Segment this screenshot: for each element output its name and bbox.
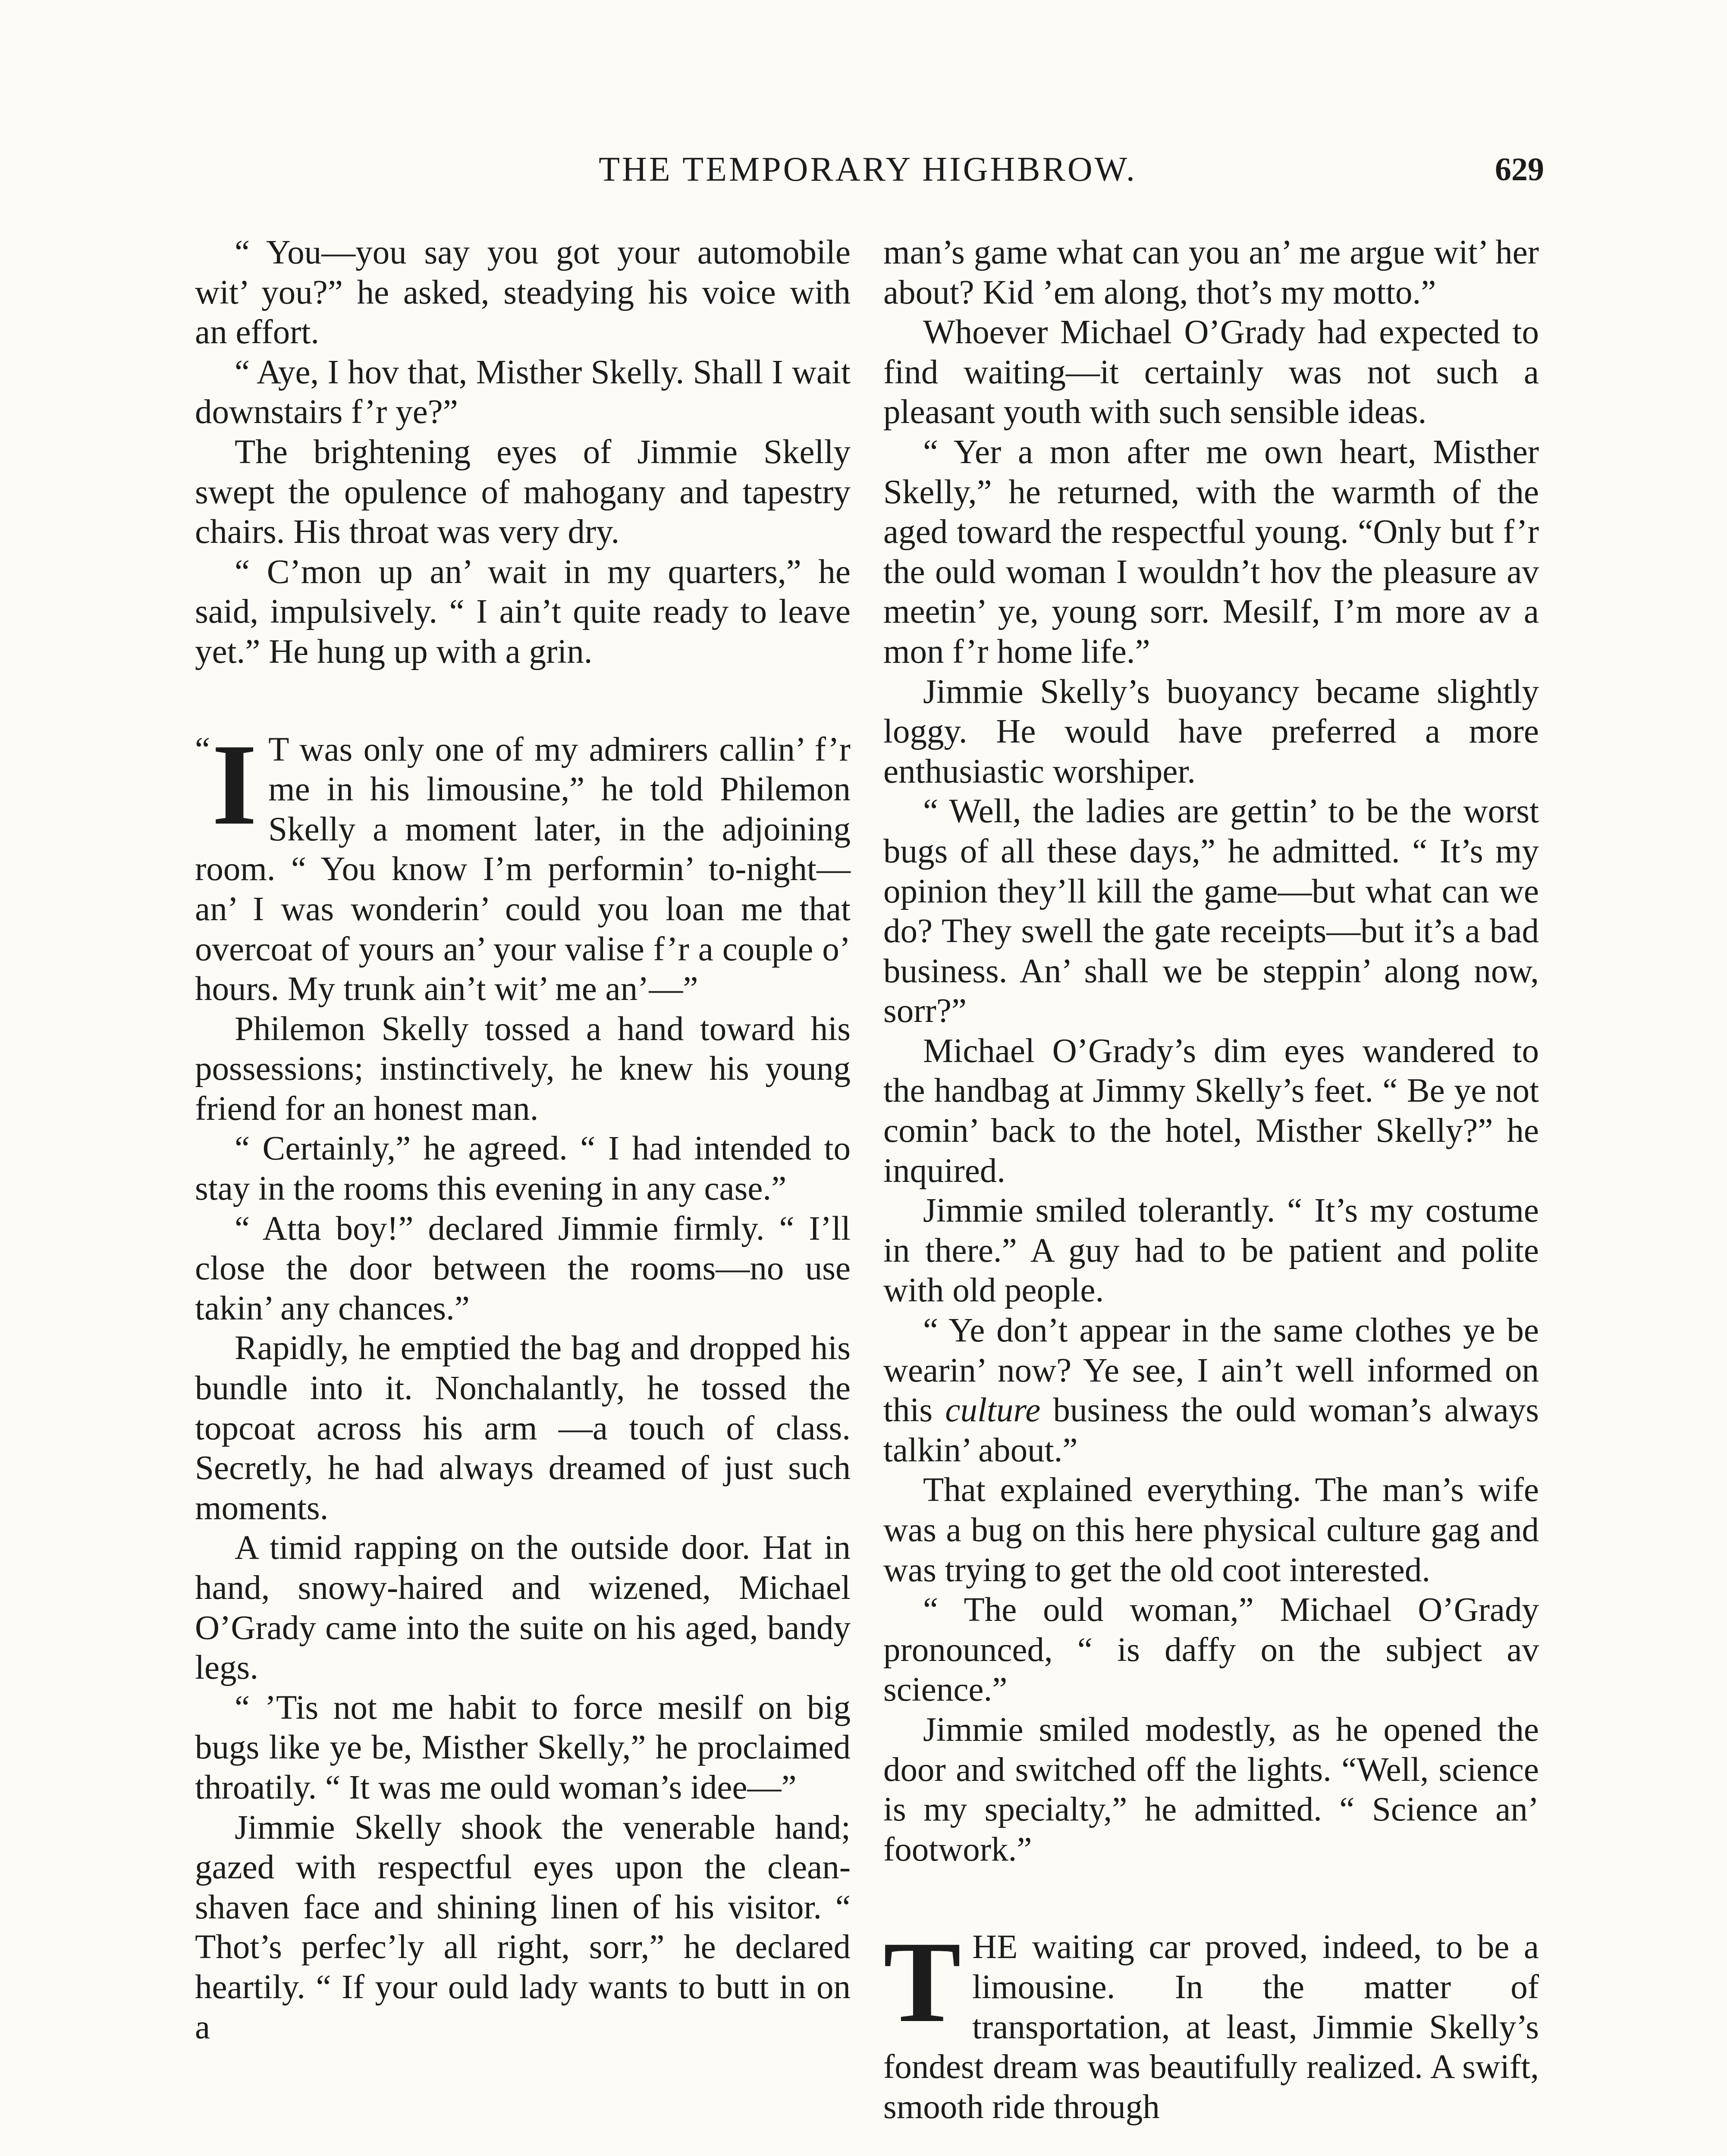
paragraph: “ Well, the ladies are gettin’ to be the worst bugs of all these days,” he admitted. “ It’s my opinion they’ll kill the game—but what can we do? They swell the gate receipts—but it’s a bad business. An’ shall we be steppin’ along now, sorr?” <box>883 793 1539 1030</box>
paragraph: A timid rapping on the outside door. Hat in hand, snowy-haired and wizened, Michael O’Grady came into the suite on his aged, bandy legs. <box>195 1529 851 1687</box>
paragraph: “ The ould woman,” Michael O’Grady pronounced, “ is daffy on the subject av science.” <box>883 1591 1539 1709</box>
paragraph: “ Atta boy!” declared Jimmie firmly. “ I’ll close the door between the rooms—no use takin’ any chances.” <box>195 1210 851 1327</box>
paragraph-text: HE waiting car proved, indeed, to be a limousine. In the matter of transportation, at least, Jimmie Skelly’s fondest dream was beautifully realized. A swift, smooth ride through <box>883 1928 1539 2126</box>
paragraph: Rapidly, he emptied the bag and dropped his bundle into it. Nonchalantly, he tossed the topcoat across his arm —a touch of class. Secretly, he had always dreamed of just such moments. <box>195 1329 851 1527</box>
paragraph <box>883 1311 1539 1470</box>
paragraph-text: “ Ye don’t appear in the same clothes ye be wearin’ now? Ye see, I ain’t well informed on this <box>883 1312 1539 1429</box>
opening-quote-mark: “ <box>195 730 210 768</box>
paragraph: Michael O’Grady’s dim eyes wandered to the handbag at Jimmy Skelly’s feet. “ Be ye not comin’ back to the hotel, Misther Skelly?” he inquired. <box>883 1032 1539 1190</box>
running-title: THE TEMPORARY HIGHBROW. <box>599 150 1137 188</box>
paragraph: The brightening eyes of Jimmie Skelly swept the opulence of mahogany and tapestry chairs. His throat was very dry. <box>195 433 851 551</box>
paragraph: “ Aye, I hov that, Misther Skelly. Shall I wait downstairs f’r ye?” <box>195 353 851 431</box>
page-number: 629 <box>1495 151 1544 188</box>
drop-cap: I <box>212 720 257 849</box>
paragraph: Philemon Skelly tossed a hand toward his possessions; instinctively, he knew his young friend for an honest man. <box>195 1010 851 1128</box>
paragraph: Jimmie Skelly shook the venerable hand; gazed with respectful eyes upon the clean-shaven face and shining linen of his visitor. “ Thot’s perfec’ly all right, sorr,” he declared heartily. “ If your ould lady wants to butt in on a <box>195 1808 851 2046</box>
paragraph: “ ’Tis not me habit to force mesilf on big bugs like ye be, Misther Skelly,” he proclaimed throatily. “ It was me ould woman’s idee—” <box>195 1689 851 1806</box>
paragraph: Jimmie smiled modestly, as he opened the door and switched off the lights. “Well, science is my specialty,” he admitted. “ Science an’ footwork.” <box>883 1711 1539 1868</box>
paragraph: Whoever Michael O’Grady had expected to find waiting—it certainly was not such a pleasant youth with such sensible ideas. <box>883 313 1539 431</box>
paragraph-text: T was only one of my admirers callin’ f’r me in his limousine,” he told Philemon Skelly a moment later, in the adjoining room. “ You know I’m performin’ to-night—an’ I was wonderin’ could you loan me that overcoat of yours an’ your valise f’r a couple o’ hours. My trunk ain’t wit’ me an’—” <box>195 730 851 1008</box>
drop-cap: T <box>883 1918 961 2047</box>
paragraph: Jimmie smiled tolerantly. “ It’s my costume in there.” A guy had to be patient and polite with old people. <box>883 1192 1539 1310</box>
paragraph-text: business the ould woman’s always talkin’ about.” <box>883 1391 1539 1469</box>
continued-paragraph: man’s game what can you an’ me argue wit’ her about? Kid ’em along, thot’s my motto.” <box>883 234 1539 311</box>
paragraph: Jimmie Skelly’s buoyancy became slightly loggy. He would have preferred a more enthusiastic worshiper. <box>883 673 1539 790</box>
paragraph: That explained everything. The man’s wife was a bug on this here physical culture gag and was trying to get the old coot interested. <box>883 1471 1539 1589</box>
emphasized-word: culture <box>945 1391 1041 1429</box>
running-head <box>192 146 1544 193</box>
paragraph: “ Certainly,” he agreed. “ I had intended to stay in the rooms this evening in any case.” <box>195 1130 851 1208</box>
right-column <box>883 233 1539 2127</box>
paragraph: “ Yer a mon after me own heart, Misther Skelly,” he returned, with the warmth of the aged toward the respectful young. “Only but f’r the ould woman I wouldn’t hov the pleasure av meetin’ ye, young sorr. Mesilf, I’m more av a mon f’r home life.” <box>883 433 1539 671</box>
paragraph: “ You—you say you got your automobile wit’ you?” he asked, steadying his voice with an effort. <box>195 234 851 351</box>
left-column <box>195 233 851 2047</box>
section-opening-paragraph <box>195 720 851 1009</box>
section-opening-paragraph <box>883 1918 1539 2127</box>
paragraph: “ C’mon up an’ wait in my quarters,” he said, impulsively. “ I ain’t quite ready to leave yet.” He hung up with a grin. <box>195 553 851 671</box>
